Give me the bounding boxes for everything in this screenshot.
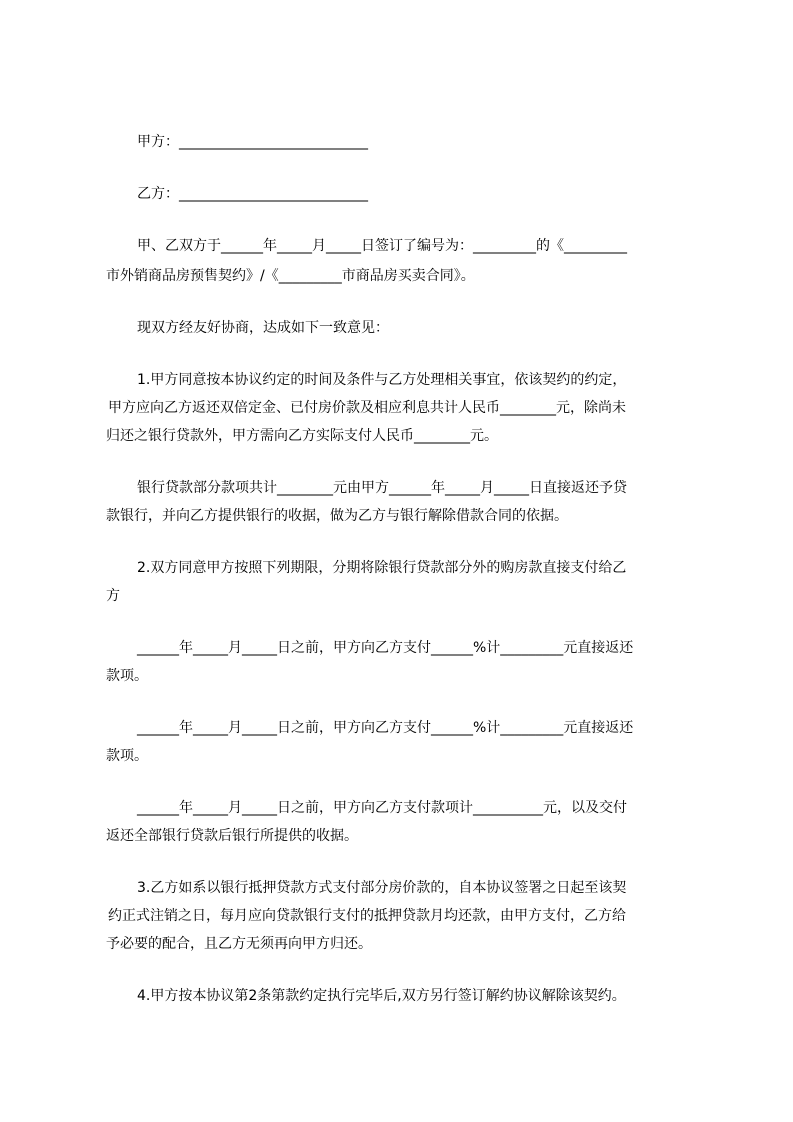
clause-4-line: 4.甲方按本协议第2条第款约定执行完毕后,双方另行签订解约协议解除该契约。 bbox=[137, 988, 626, 1004]
installment-3-line-2: 返还全部银行贷款后银行所提供的收据。 bbox=[106, 828, 358, 844]
clause-2-line-1: 2.双方同意甲方按照下列期限，分期将除银行贷款部分外的购房款直接支付给乙 bbox=[137, 560, 627, 576]
bank-loan-line-2: 款银行，并向乙方提供银行的收据，做为乙方与银行解除借款合同的依据。 bbox=[106, 508, 568, 524]
party-a-line: 甲方：___________________________ bbox=[137, 134, 368, 150]
installment-3-line-1: ______年_____月_____日之前，甲方向乙方支付款项计__________元，以及交付 bbox=[137, 800, 627, 816]
intro-line-2: 市外销商品房预售契约》/《_________市商品房买卖合同》。 bbox=[106, 268, 475, 284]
installment-1-line-1: ______年_____月_____日之前，甲方向乙方支付______%计_________元直接返还 bbox=[137, 640, 634, 656]
installment-2-line-2: 款项。 bbox=[106, 748, 148, 764]
consultation-line: 现双方经友好协商，达成如下一致意见： bbox=[137, 320, 389, 336]
party-b-line: 乙方：___________________________ bbox=[137, 186, 368, 202]
clause-1-line-2: 甲方应向乙方返还双倍定金、已付房价款及相应利息共计人民币________元，除尚未 bbox=[108, 400, 626, 416]
clause-2-line-2: 方 bbox=[106, 588, 120, 604]
installment-2-line-1: ______年_____月_____日之前，甲方向乙方支付______%计_________元直接返还 bbox=[137, 720, 634, 736]
clause-3-line-3: 予必要的配合，且乙方无须再向甲方归还。 bbox=[106, 936, 372, 952]
intro-line-1: 甲、乙双方于______年_____月_____日签订了编号为：_________的《_________ bbox=[137, 238, 627, 254]
clause-3-line-2: 约正式注销之日，每月应向贷款银行支付的抵押贷款月均还款，由甲方支付，乙方给 bbox=[108, 908, 626, 924]
clause-1-line-3: 归还之银行贷款外，甲方需向乙方实际支付人民币________元。 bbox=[106, 428, 498, 444]
clause-1-line-1: 1.甲方同意按本协议约定的时间及条件与乙方处理相关事宜，依该契约的约定， bbox=[137, 372, 627, 388]
bank-loan-line-1: 银行贷款部分款项共计________元由甲方______年_____月_____日直接返还予贷 bbox=[137, 480, 627, 496]
clause-3-line-1: 3.乙方如系以银行抵押贷款方式支付部分房价款的，自本协议签署之日起至该契 bbox=[137, 880, 627, 896]
installment-1-line-2: 款项。 bbox=[106, 668, 148, 684]
